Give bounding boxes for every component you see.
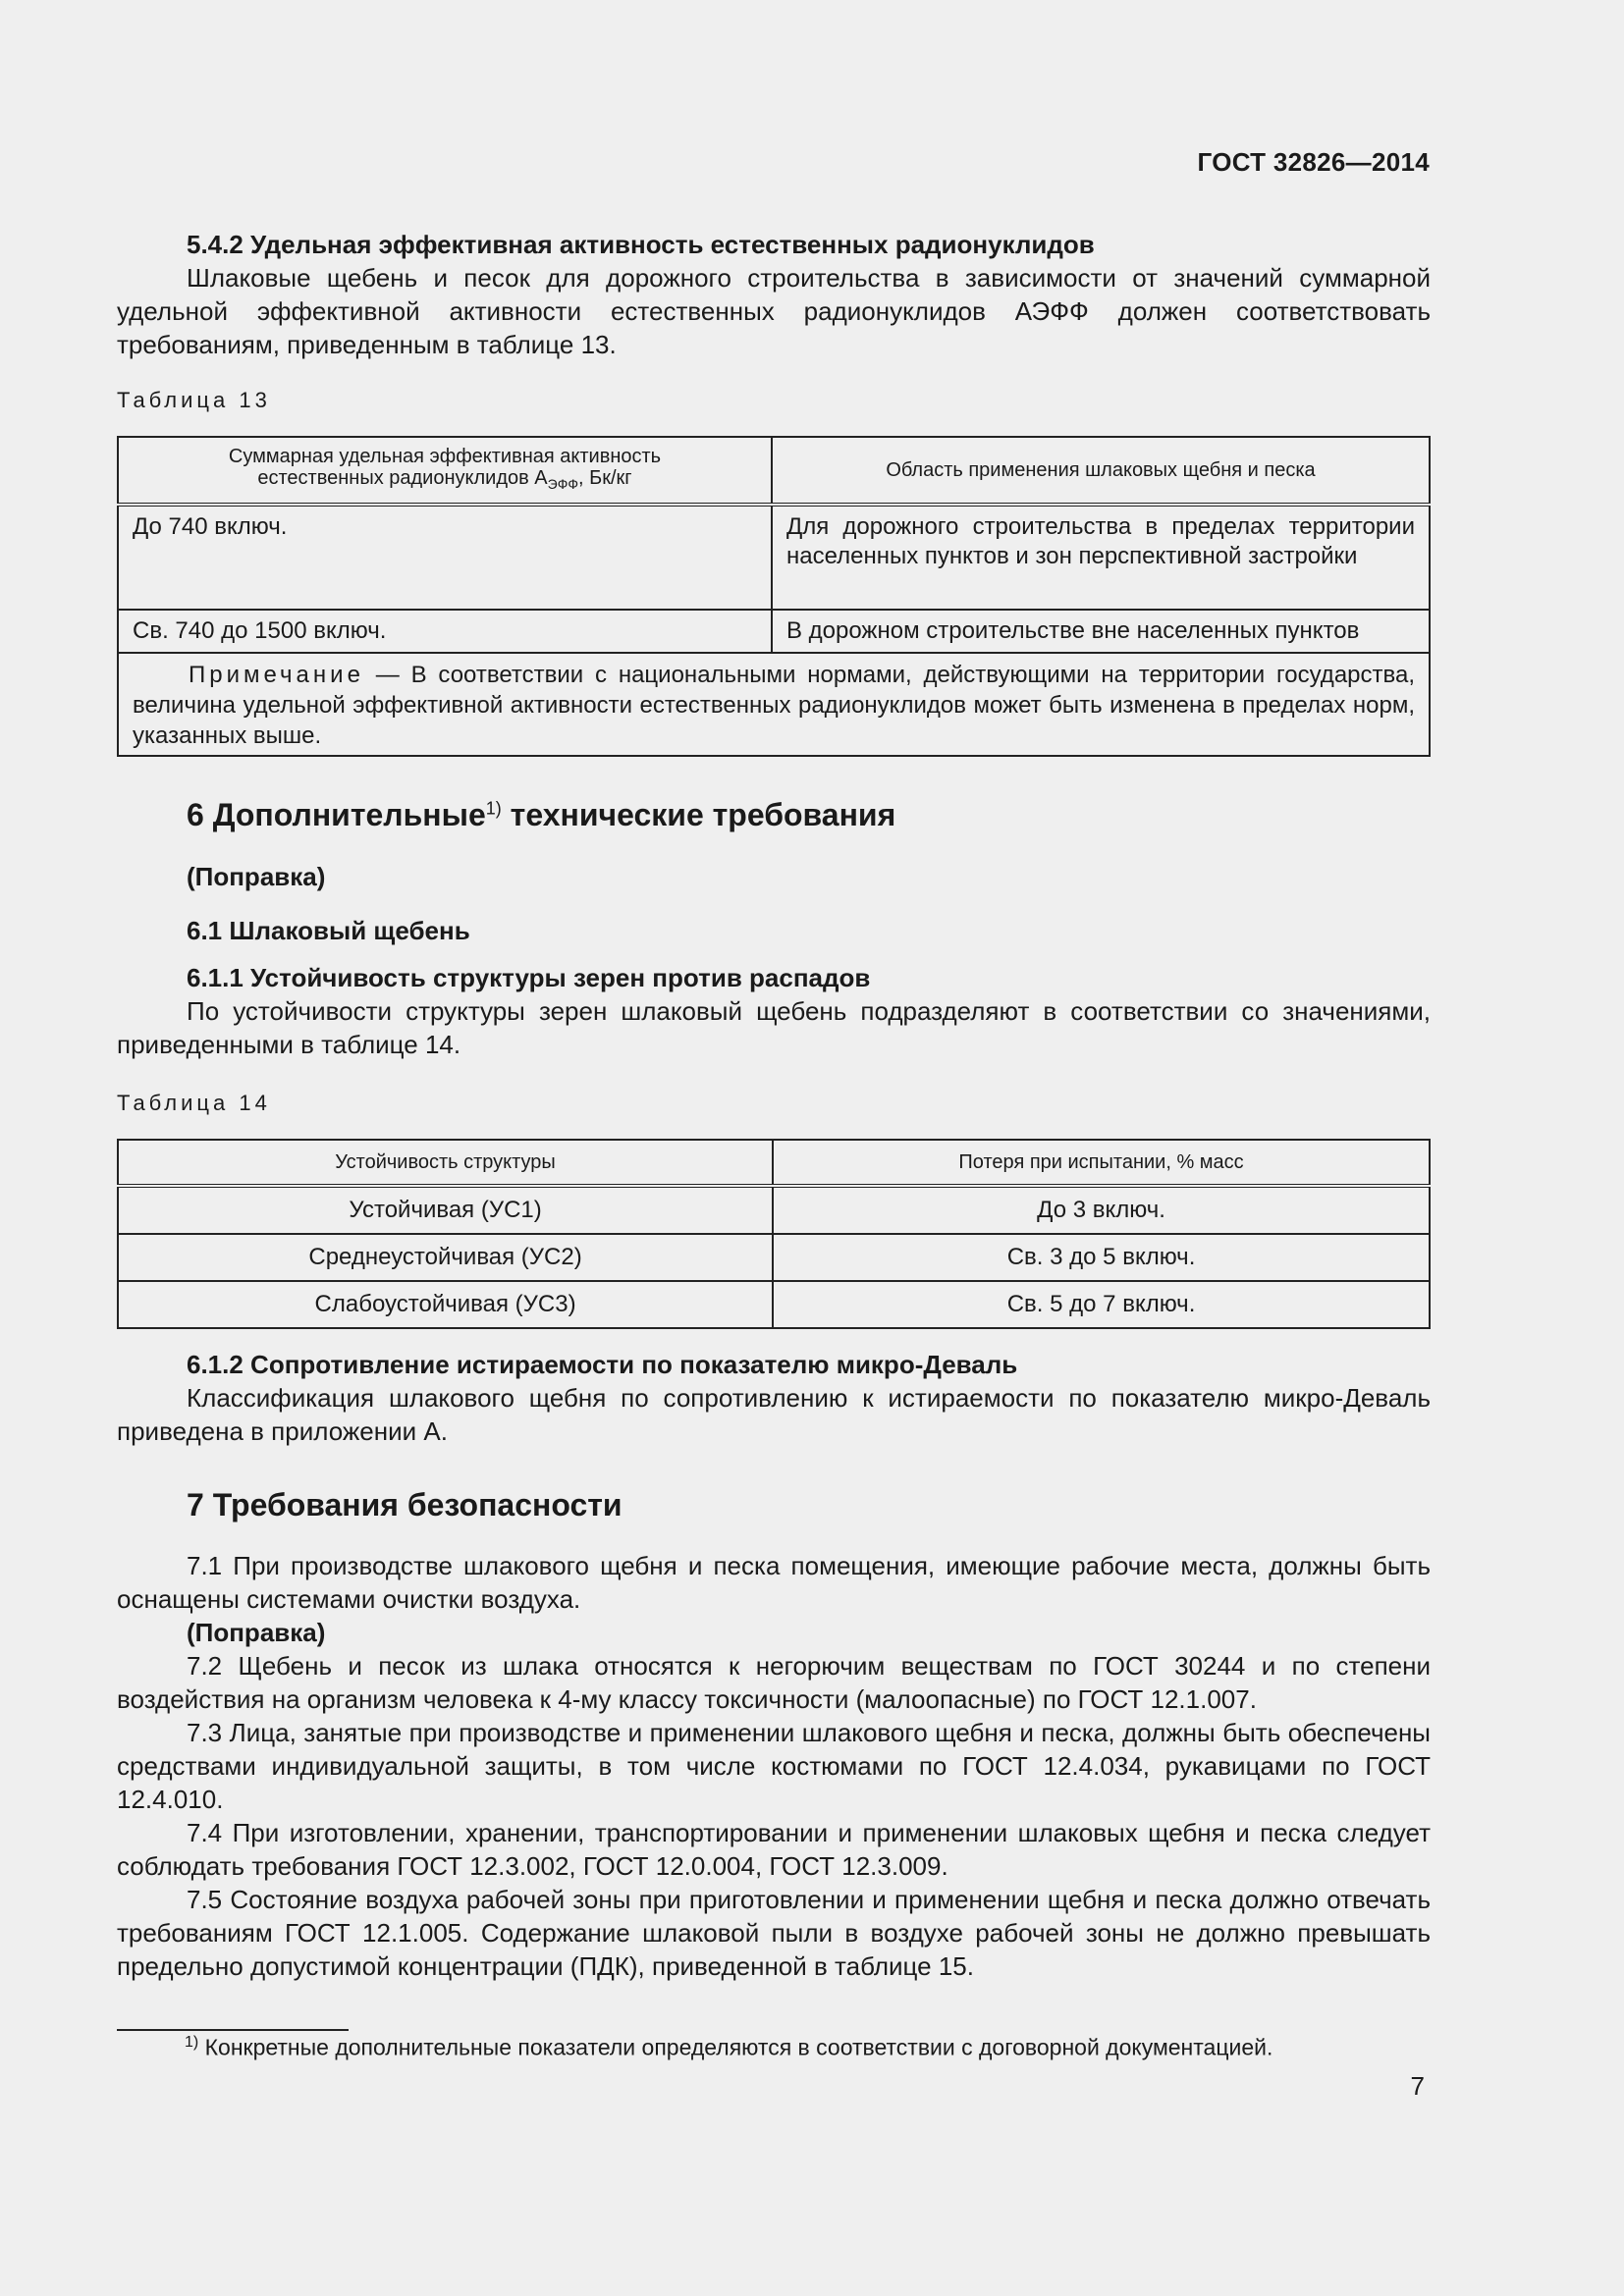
table-note: [118, 653, 1430, 756]
footnote-ref: 1): [485, 798, 502, 819]
heading-text: технические требования: [501, 797, 896, 832]
footnote: [185, 2034, 1272, 2061]
cell-loss: Св. 5 до 7 включ.: [773, 1281, 1430, 1328]
column-header-stability: Устойчивость структуры: [118, 1140, 773, 1186]
paragraph: 7.4 При изготовлении, хранении, транспортировании и применении шлаковых щебня и песка следует соблюдать требования ГОСТ 12.3.002, ГОСТ 12.0.004, ГОСТ 12.3.009.: [117, 1818, 1431, 1881]
table-caption: Таблица 14: [117, 1091, 271, 1115]
table-14-wrap: [117, 1139, 1431, 1329]
cell-range: До 740 включ.: [118, 505, 772, 610]
paragraph: 7.1 При производстве шлакового щебня и песка помещения, имеющие рабочие места, должны быть оснащены системами очистки воздуха.: [117, 1551, 1431, 1614]
table-14: [117, 1139, 1431, 1329]
table-13-wrap: [117, 436, 1431, 757]
paragraph: 7.3 Лица, занятые при производстве и применении шлакового щебня и песка, должны быть обеспечены средствами индивидуальной защиты, в том числе костюмами по ГОСТ 12.4.034, рукавицами по ГОСТ 12.4.010.: [117, 1718, 1431, 1814]
footnote-marker: 1): [185, 2034, 199, 2051]
cell-stability: Среднеустойчивая (УС2): [118, 1234, 773, 1281]
amendment-label: (Поправка): [187, 1618, 326, 1647]
cell-loss: До 3 включ.: [773, 1186, 1430, 1234]
table-header-row: [118, 1140, 1430, 1186]
column-header-loss: Потеря при испытании, % масс: [773, 1140, 1430, 1186]
subscript: ЭФФ: [547, 476, 578, 492]
column-header-scope: Область применения шлаковых щебня и песка: [772, 437, 1430, 505]
section-6-1-1: [117, 961, 1431, 1061]
paragraph: 7.2 Щебень и песок из шлака относятся к негорючим веществам по ГОСТ 30244 и по степени воздействия на организм человека к 4-му классу токсичности (малоопасные) по ГОСТ 12.1.007.: [117, 1651, 1431, 1714]
table-row: [118, 1186, 1430, 1234]
section-6-1: [117, 914, 1431, 947]
footnote-separator: [117, 2029, 349, 2031]
table-note-row: [118, 653, 1430, 756]
header-line: Суммарная удельная эффективная активность: [228, 446, 662, 467]
section-7: [117, 1487, 1431, 1523]
section-title: 6.1.1 Устойчивость структуры зерен против распадов: [187, 963, 871, 992]
header-unit: , Бк/кг: [578, 467, 632, 489]
heading-text: 6 Дополнительные: [187, 797, 486, 832]
column-header-activity: [118, 437, 772, 505]
table-row: [118, 1281, 1430, 1328]
cell-stability: Слабоустойчивая (УС3): [118, 1281, 773, 1328]
section-6: [117, 797, 1431, 833]
document-id: ГОСТ 32826—2014: [1197, 147, 1430, 177]
amendment-label: (Поправка): [187, 862, 326, 891]
paragraph: Классификация шлакового щебня по сопротивлению к истираемости по показателю микро-Деваль приведена в приложении А.: [117, 1383, 1431, 1446]
cell-scope: В дорожном строительстве вне населенных пунктов: [772, 610, 1430, 653]
page-number: 7: [1410, 2071, 1425, 2101]
footnote-text: Конкретные дополнительные показатели определяются в соответствии с договорной документацией.: [198, 2034, 1273, 2060]
header-line: естественных радионуклидов А: [257, 467, 548, 489]
section-7-body: [117, 1549, 1431, 1983]
section-heading: 7 Требования безопасности: [187, 1487, 623, 1522]
paragraph: Шлаковые щебень и песок для дорожного строительства в зависимости от значений суммарной удельной эффективной активности естественных радионуклидов АЭФФ должен соответствовать требованиям, приведенным в таблице 13.: [117, 263, 1431, 359]
table-14-block: [117, 1091, 1431, 1116]
paragraph: 7.5 Состояние воздуха рабочей зоны при приготовлении и применении щебня и песка должно отвечать требованиям ГОСТ 12.1.005. Содержание шлаковой пыли в воздухе рабочей зоны не должно превышать предельно допустимой концентрации (ПДК), приведенной в таблице 15.: [117, 1885, 1431, 1981]
section-title: 6.1 Шлаковый щебень: [187, 916, 470, 945]
section-5-4-2: [117, 228, 1431, 361]
cell-loss: Св. 3 до 5 включ.: [773, 1234, 1430, 1281]
section-heading: [117, 797, 1431, 833]
table-row: [118, 610, 1430, 653]
section-6-1-2: [117, 1348, 1431, 1448]
table-header-row: [118, 437, 1430, 505]
table-13: [117, 436, 1431, 757]
cell-stability: Устойчивая (УС1): [118, 1186, 773, 1234]
table-row: [118, 1234, 1430, 1281]
cell-scope: Для дорожного строительства в пределах территории населенных пунктов и зон перспективной застройки: [772, 505, 1430, 610]
note-label: Примечание: [189, 662, 364, 688]
table-row: [118, 505, 1430, 610]
table-13-block: [117, 388, 1431, 413]
section-title: 5.4.2 Удельная эффективная активность естественных радионуклидов: [187, 230, 1095, 259]
paragraph: По устойчивости структуры зерен шлаковый щебень подразделяют в соответствии со значениями, приведенными в таблице 14.: [117, 996, 1431, 1059]
section-title: 6.1.2 Сопротивление истираемости по показателю микро-Деваль: [187, 1350, 1018, 1379]
amendment-note: [117, 860, 1431, 893]
note-text: — В соответствии с национальными нормами, действующими на территории государства, величина удельной эффективной активности естественных радионуклидов может быть изменена в пределах норм, указанных выше.: [133, 662, 1415, 749]
cell-range: Св. 740 до 1500 включ.: [118, 610, 772, 653]
table-caption: Таблица 13: [117, 388, 271, 412]
